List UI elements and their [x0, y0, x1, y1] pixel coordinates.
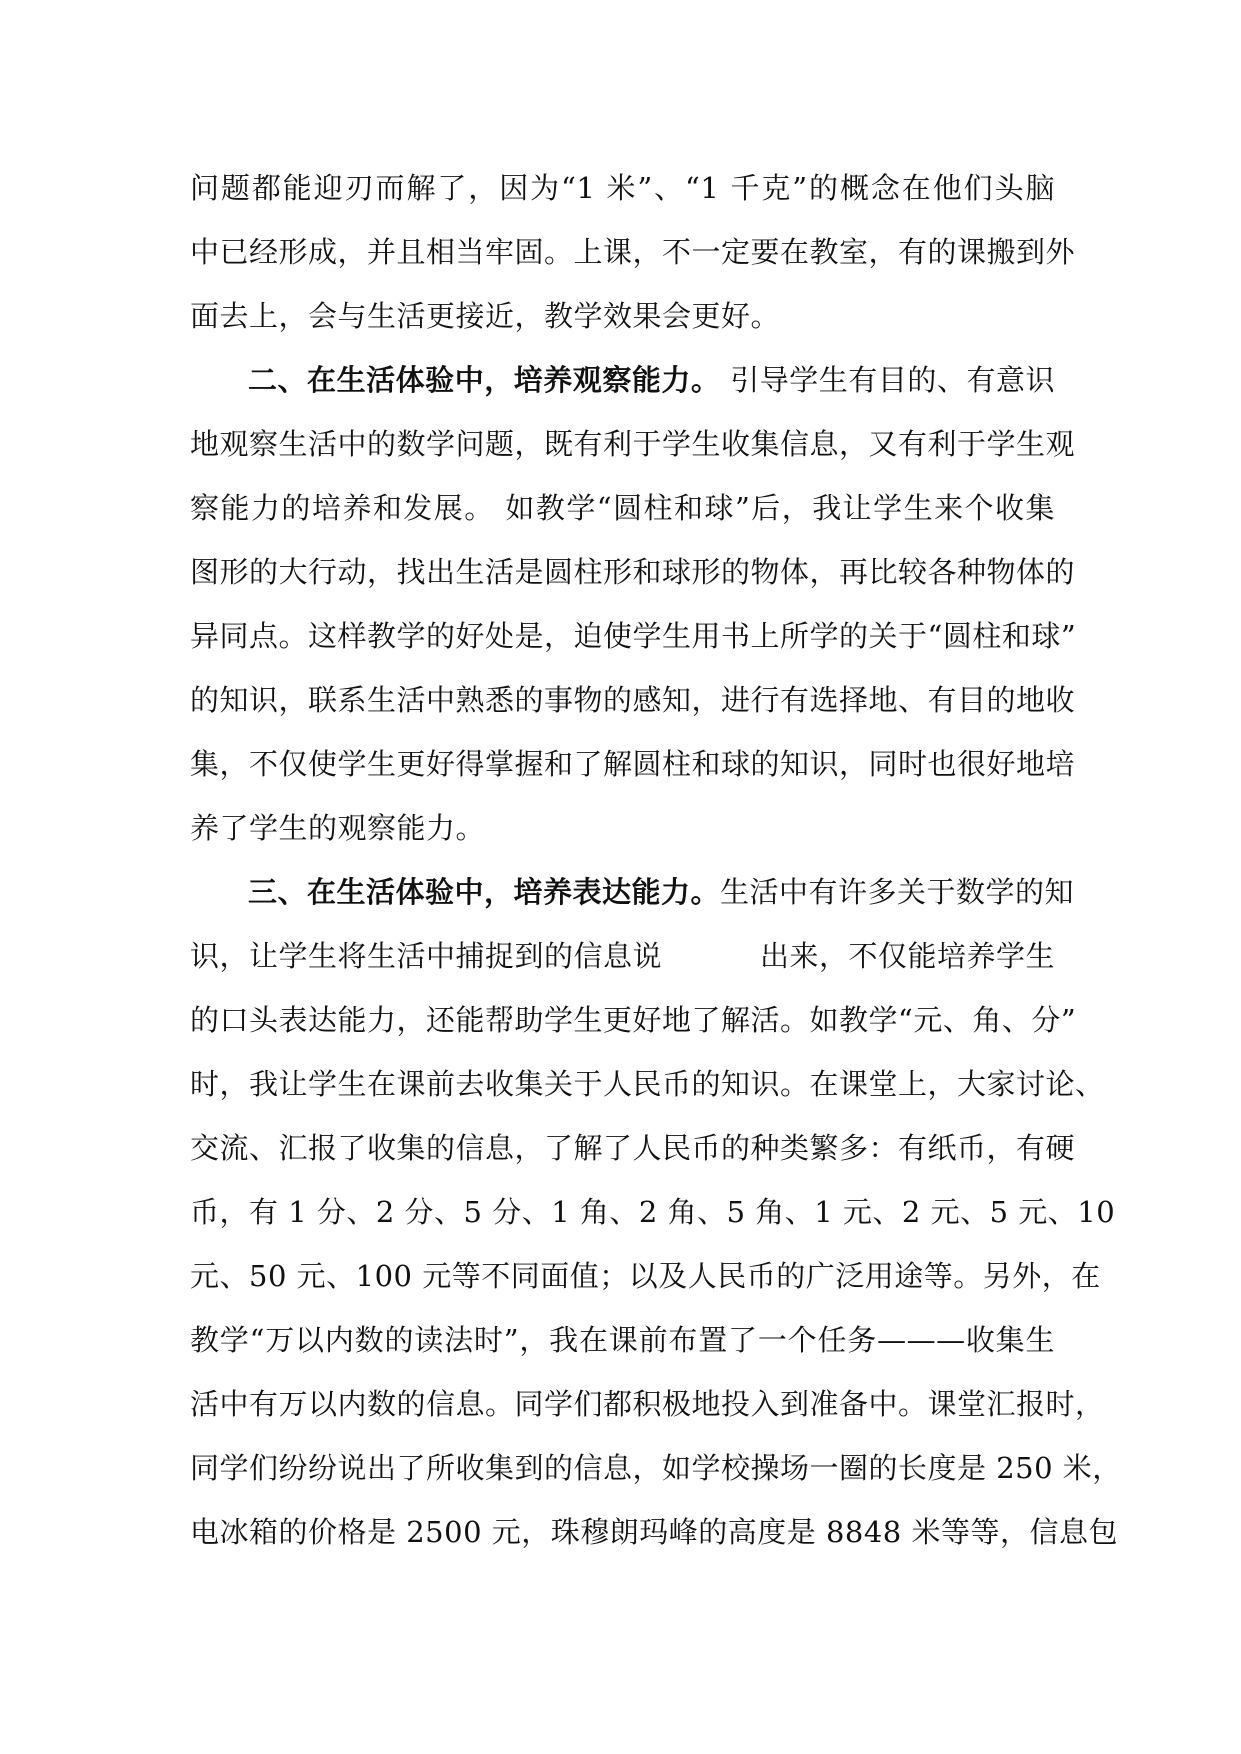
- paragraph-2-first-line-text: 引导学生有目的、有意识: [720, 363, 1055, 397]
- paragraph-1-line-1: 问题都能迎刃而解了，因为“1 米”、“1 千克”的概念在他们头脑: [190, 171, 1055, 205]
- paragraph-2-line-8: 养了学生的观察能力。: [190, 811, 486, 845]
- paragraph-3-line-11: 电冰箱的价格是 2500 元，珠穆朗玛峰的高度是 8848 米等等，信息包: [190, 1515, 1118, 1549]
- paragraph-3-line-2-left: 识，让学生将生活中捕捉到的信息说: [190, 939, 663, 973]
- paragraph-2-line-7: 集，不仅使学生更好得掌握和了解圆柱和球的知识，同时也很好地培: [190, 747, 1076, 781]
- paragraph-3-line-5: 交流、汇报了收集的信息，了解了人民币的种类繁多：有纸币，有硬: [190, 1131, 1076, 1165]
- paragraph-2-line-3: 察能力的培养和发展。 如教学“圆柱和球”后，我让学生来个收集: [190, 491, 1055, 525]
- paragraph-3-line-2: [190, 924, 1055, 988]
- paragraph-3-line-3: 的口头表达能力，还能帮助学生更好地了解活。如教学“元、角、分”: [190, 1003, 1077, 1037]
- document-body: [190, 156, 1122, 1564]
- paragraph-3-line-2-right: 出来，不仅能培养学生: [759, 939, 1055, 973]
- section-heading-expression: 三、在生活体验中，培养表达能力。: [248, 875, 721, 909]
- paragraph-1-line-2: 中已经形成，并且相当牢固。上课，不一定要在教室，有的课搬到外: [190, 235, 1076, 269]
- paragraph-2-line-2: 地观察生活中的数学问题，既有利于学生收集信息，又有利于学生观: [190, 427, 1076, 461]
- paragraph-2-line-4: 图形的大行动，找出生活是圆柱形和球形的物体，再比较各种物体的: [190, 555, 1076, 589]
- paragraph-2-line-1: [190, 348, 1055, 412]
- paragraph-2-line-5: 异同点。这样教学的好处是，迫使学生用书上所学的关于“圆柱和球”: [190, 619, 1077, 653]
- section-heading-observation: 二、在生活体验中，培养观察能力。: [248, 363, 721, 397]
- paragraph-3-line-8: 教学“万以内数的读法时”，我在课前布置了一个任务———收集生: [190, 1323, 1055, 1357]
- paragraph-1-line-3: 面去上，会与生活更接近，教学效果会更好。: [190, 299, 781, 333]
- paragraph-3-line-4: 时，我让学生在课前去收集关于人民币的知识。在课堂上，大家讨论、: [190, 1067, 1105, 1101]
- paragraph-3-first-line-text: 生活中有许多关于数学的知: [720, 875, 1075, 909]
- paragraph-3-line-9: 活中有万以内数的信息。同学们都积极地投入到准备中。课堂汇报时，: [190, 1387, 1105, 1421]
- paragraph-3-line-10: 同学们纷纷说出了所收集到的信息，如学校操场一圈的长度是 250 米，: [190, 1451, 1122, 1485]
- paragraph-3-line-6: 币，有 1 分、2 分、5 分、1 角、2 角、5 角、1 元、2 元、5 元、10: [190, 1195, 1116, 1229]
- paragraph-3-line-7: 元、50 元、100 元等不同面值；以及人民币的广泛用途等。另外，在: [190, 1259, 1101, 1293]
- paragraph-2-line-6: 的知识，联系生活中熟悉的事物的感知，进行有选择地、有目的地收: [190, 683, 1076, 717]
- paragraph-3-line-1: [190, 860, 1075, 924]
